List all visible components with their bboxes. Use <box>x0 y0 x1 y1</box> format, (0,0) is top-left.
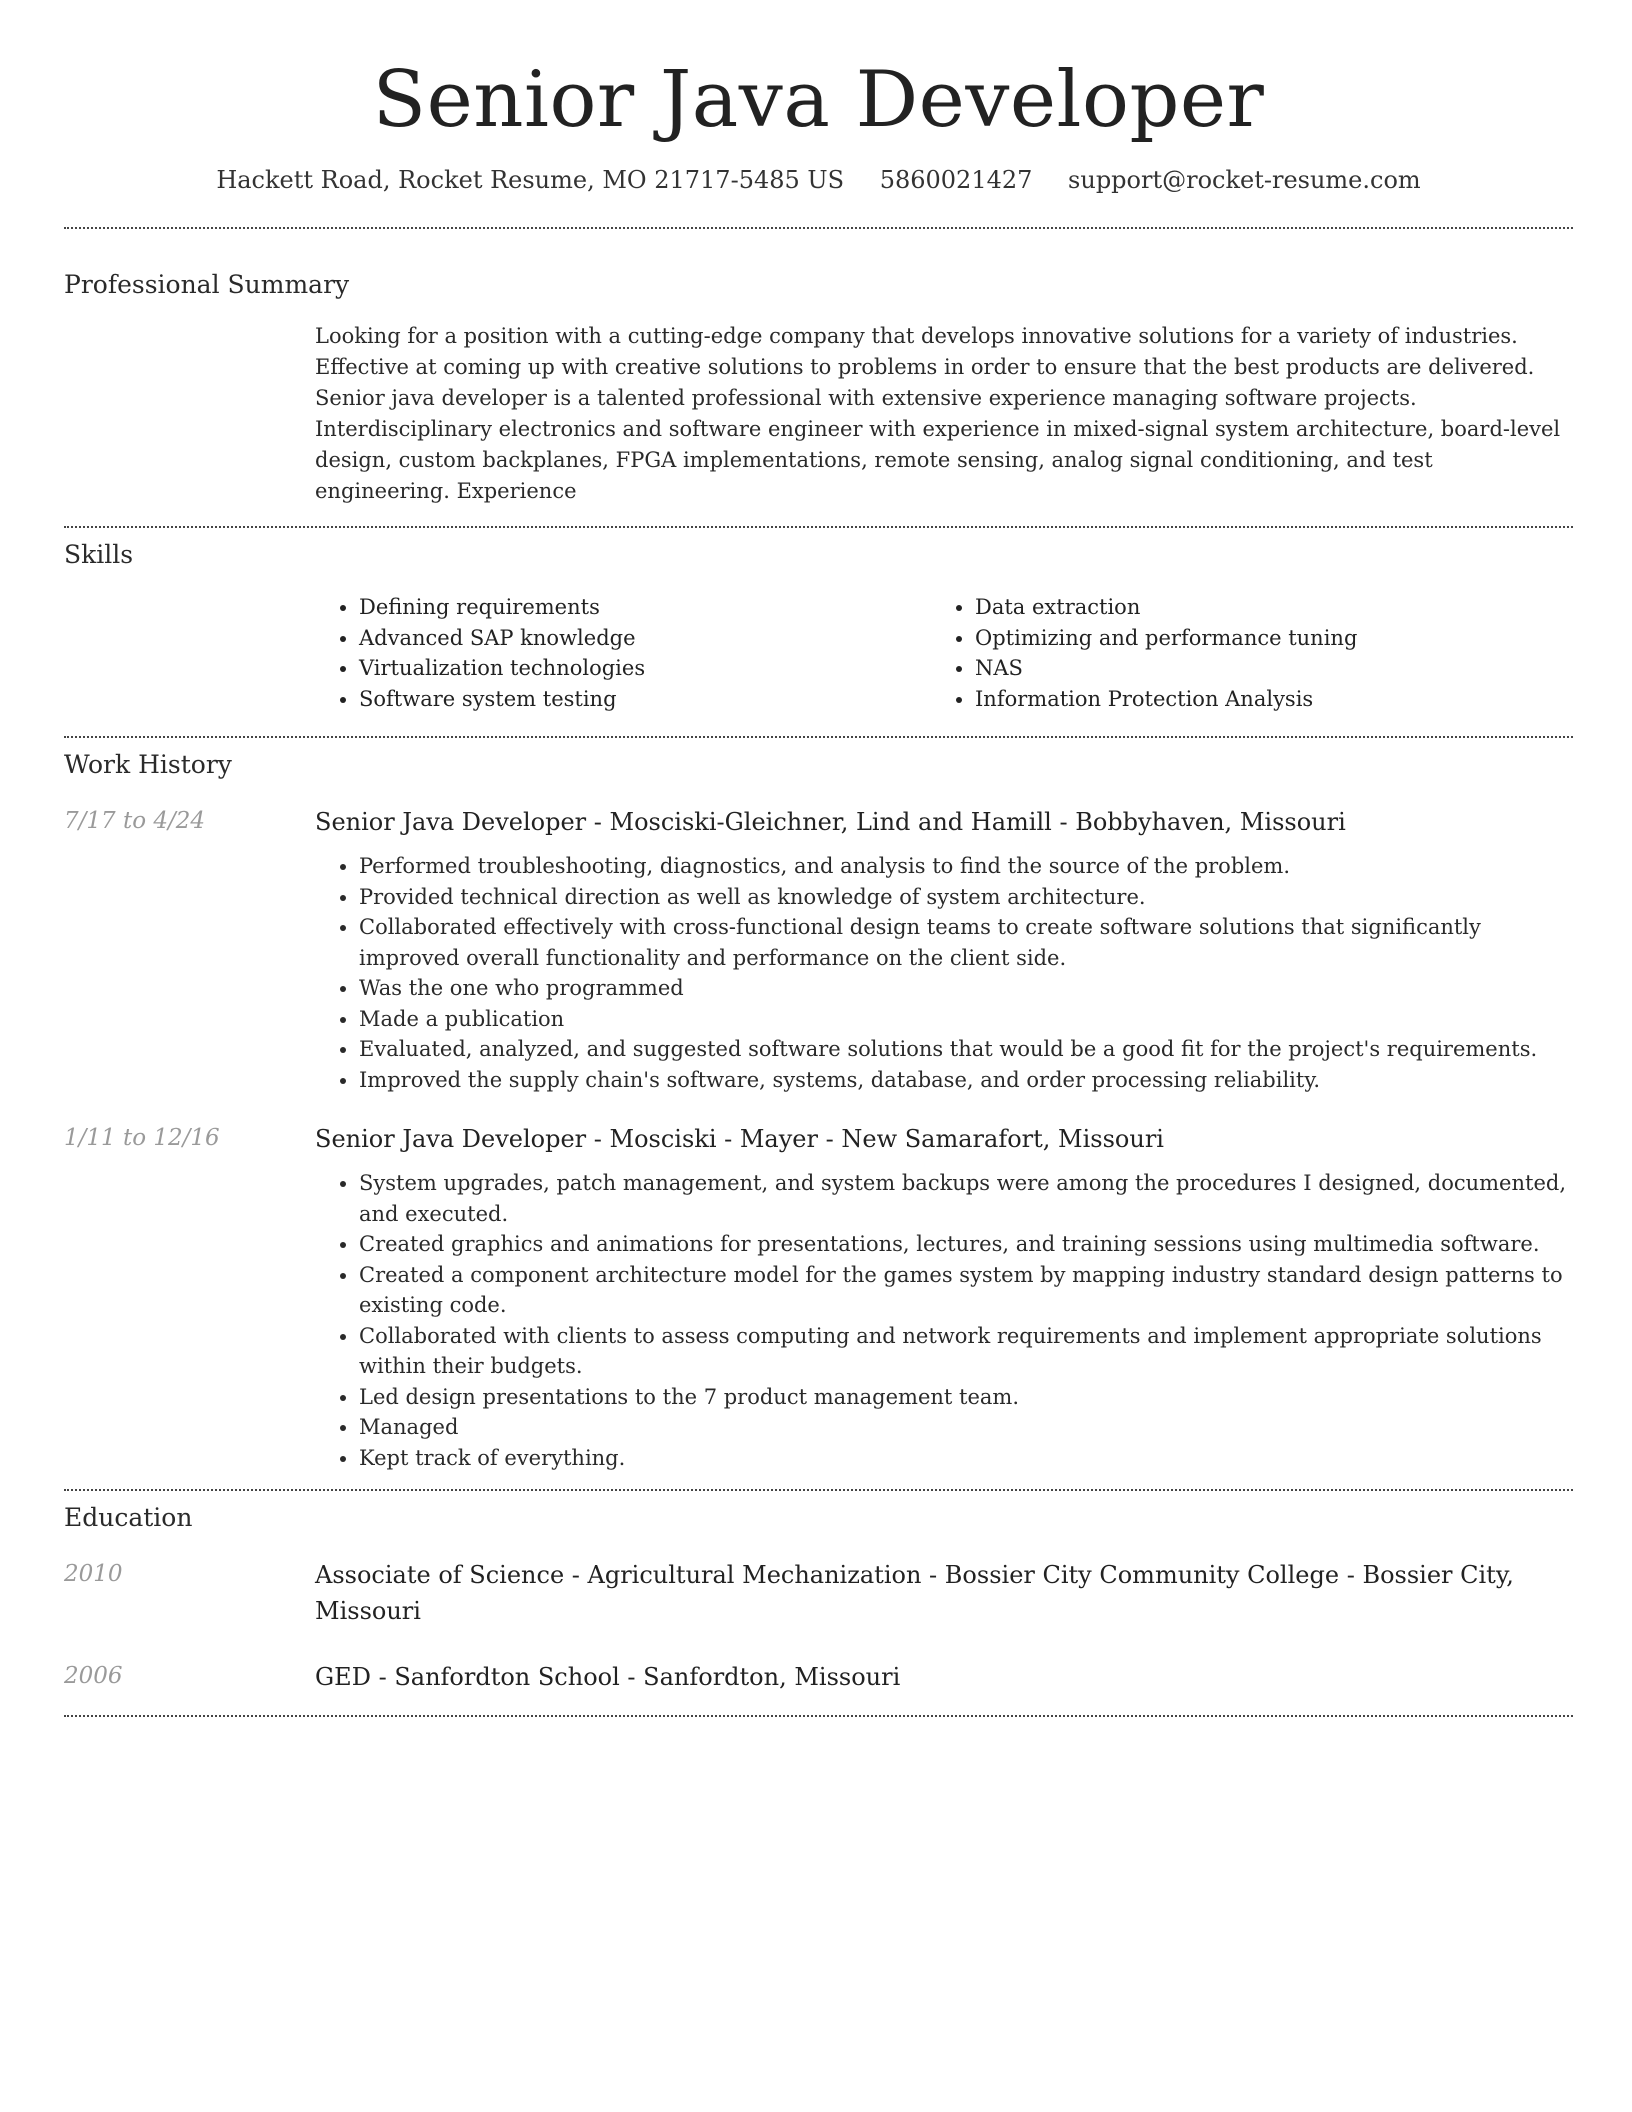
skill-item: • Information Protection Analysis <box>975 684 1547 715</box>
job-title: Senior Java Developer <box>315 1125 587 1153</box>
skills-section <box>64 538 1573 714</box>
skill-item: • NAS <box>975 653 1547 684</box>
education-year: 2010 <box>64 1561 123 1587</box>
jobs-list <box>64 804 1573 1473</box>
skill-item: • Advanced SAP knowledge <box>359 623 931 654</box>
skill-item: • Data extraction <box>975 592 1547 623</box>
education-list <box>64 1557 1573 1695</box>
divider <box>64 1715 1573 1717</box>
job-dates: 7/17 to 4/24 <box>64 808 206 834</box>
section-title-education: Education <box>64 1503 193 1532</box>
phone: 5860021427 <box>879 166 1033 194</box>
education-heading: Associate of Science - Agricultural Mechanization - Bossier City Community College - Bossier City, Missouri <box>315 1561 1514 1625</box>
job-details <box>315 1121 1573 1473</box>
job-bullet: • Improved the supply chain's software, systems, database, and order processing reliability. <box>359 1065 1573 1096</box>
skill-item: • Software system testing <box>359 684 931 715</box>
resume-page <box>64 0 1573 1717</box>
job-bullet: • Evaluated, analyzed, and suggested software solutions that would be a good fit for the project's requirements. <box>359 1034 1573 1065</box>
job-dates: 1/11 to 12/16 <box>64 1125 220 1151</box>
education-entry <box>64 1659 1573 1695</box>
job-bullet: • Performed troubleshooting, diagnostics, and analysis to find the source of the problem. <box>359 851 1573 882</box>
address: Hackett Road, Rocket Resume, MO 21717-5485 US <box>216 166 845 194</box>
job-heading: Senior Java Developer - Mosciski-Gleichner, Lind and Hamill - Bobbyhaven, Missouri <box>315 808 1346 836</box>
education-heading: GED - Sanfordton School - Sanfordton, Missouri <box>315 1663 901 1691</box>
divider <box>64 1489 1573 1491</box>
education-entry <box>64 1557 1573 1629</box>
skill-item: • Virtualization technologies <box>359 653 931 684</box>
job-bullet: • Collaborated effectively with cross-functional design teams to create software solutions that significantly improved overall functionality and performance on the client side. <box>359 912 1573 973</box>
candidate-name: Senior Java Developer <box>372 55 1265 145</box>
job-bullet: • Created graphics and animations for presentations, lectures, and training sessions using multimedia software. <box>359 1229 1573 1260</box>
skills-column-right <box>931 592 1547 714</box>
contact-line <box>64 163 1573 197</box>
education-degree: GED <box>315 1663 371 1691</box>
education-section <box>64 1501 1573 1695</box>
job-heading: Senior Java Developer - Mosciski - Mayer - New Samarafort, Missouri <box>315 1125 1164 1153</box>
skills-column-left <box>315 592 931 714</box>
education-degree: Associate of Science - Agricultural Mechanization <box>315 1561 922 1589</box>
job-bullet: • Kept track of everything. <box>359 1443 1573 1474</box>
job-details <box>315 804 1573 1095</box>
job-bullets <box>315 1168 1573 1473</box>
skill-item: • Optimizing and performance tuning <box>975 623 1547 654</box>
job-bullet: • Made a publication <box>359 1004 1573 1035</box>
education-location: Sanfordton, Missouri <box>643 1663 901 1691</box>
email: support@rocket-resume.com <box>1068 166 1421 194</box>
job-bullet: • Was the one who programmed <box>359 973 1573 1004</box>
job-location: New Samarafort, Missouri <box>841 1125 1164 1153</box>
education-school: Sanfordton School <box>394 1663 620 1691</box>
skills-list <box>315 592 1573 714</box>
job-entry <box>64 804 1573 1095</box>
job-bullet: • Provided technical direction as well as knowledge of system architecture. <box>359 882 1573 913</box>
job-title: Senior Java Developer <box>315 808 587 836</box>
job-location: Bobbyhaven, Missouri <box>1075 808 1346 836</box>
job-company: Mosciski-Gleichner, Lind and Hamill <box>609 808 1052 836</box>
job-bullets <box>315 851 1573 1095</box>
section-title-work: Work History <box>64 750 232 779</box>
education-year: 2006 <box>64 1663 123 1689</box>
divider <box>64 736 1573 738</box>
divider <box>64 526 1573 528</box>
job-company: Mosciski - Mayer <box>609 1125 818 1153</box>
section-title-summary: Professional Summary <box>64 270 350 299</box>
job-bullet: • Led design presentations to the 7 product management team. <box>359 1382 1573 1413</box>
work-section <box>64 748 1573 1473</box>
summary-section <box>64 268 1573 507</box>
job-bullet: • System upgrades, patch management, and system backups were among the procedures I designed, documented, and executed. <box>359 1168 1573 1229</box>
education-school: Bossier City Community College <box>944 1561 1340 1589</box>
job-bullet: • Managed <box>359 1412 1573 1443</box>
education-location: Bossier City, Missouri <box>315 1561 1514 1625</box>
job-entry <box>64 1121 1573 1473</box>
summary-text: Looking for a position with a cutting-edge company that develops innovative solutions for a variety of industries. Effective at coming up with creative solutions to problems in order to ensure that the best products are delivered. Senior java developer is a talented professional with extensive experience managing software projects. Interdisciplinary electronics and software engineer with experience in mixed-signal system architecture, board-level design, custom backplanes, FPGA implementations, remote sensing, analog signal conditioning, and test engineering. Experience <box>315 324 1561 503</box>
skill-item: • Defining requirements <box>359 592 931 623</box>
divider <box>64 227 1573 229</box>
job-bullet: • Created a component architecture model for the games system by mapping industry standard design patterns to existing code. <box>359 1260 1573 1321</box>
job-bullet: • Collaborated with clients to assess computing and network requirements and implement appropriate solutions within their budgets. <box>359 1321 1573 1382</box>
section-title-skills: Skills <box>64 540 134 569</box>
